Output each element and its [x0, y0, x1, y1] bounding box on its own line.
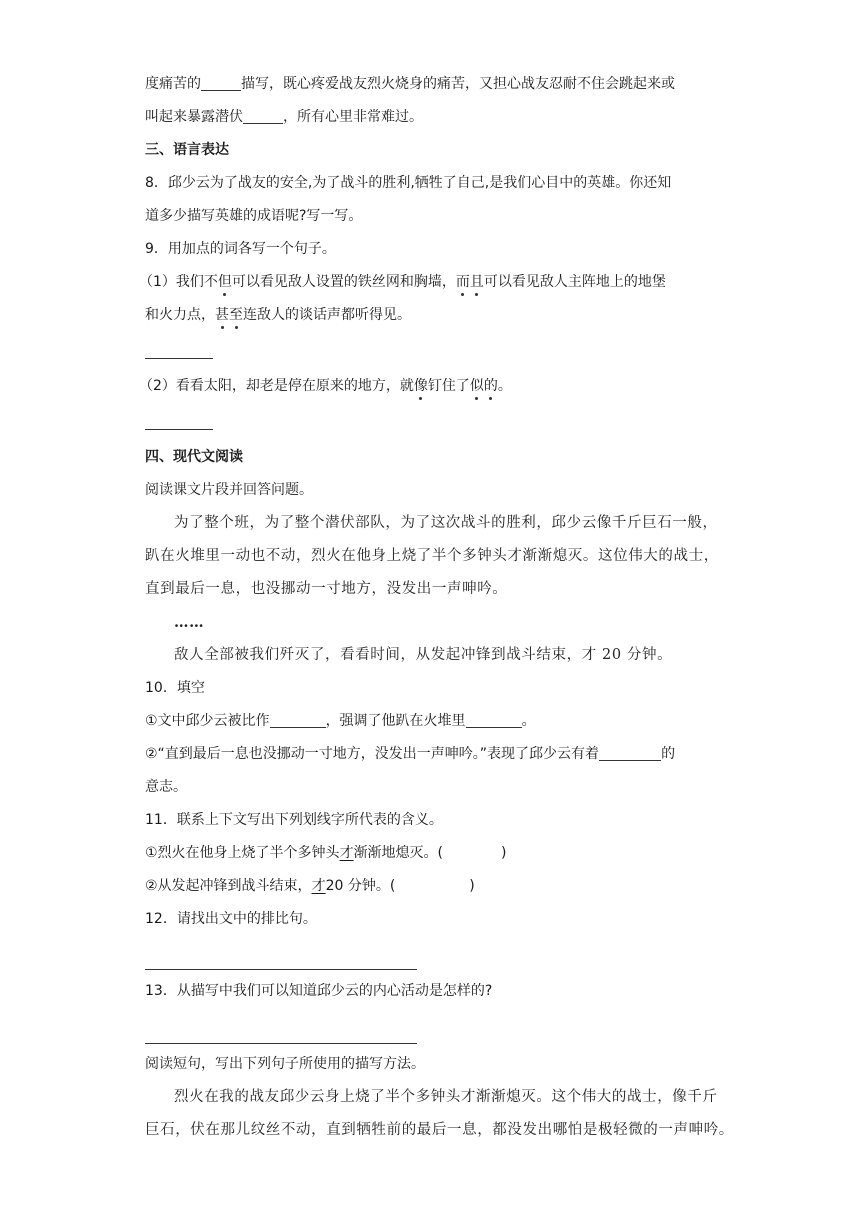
underlined-word: 才 [311, 878, 326, 894]
text: 。 [497, 378, 512, 394]
text: 可以看见敌人设置的铁丝网和胸墙， [231, 274, 456, 290]
dotted-word: 但 [217, 274, 232, 290]
reading-intro-2: 阅读短句，写出下列句子所使用的描写方法。 [145, 1056, 425, 1072]
question-9: 9．用加点的词各写一个句子。 [145, 241, 336, 257]
text: 20 分钟。( [325, 878, 396, 894]
answer-blank[interactable] [201, 74, 241, 91]
passage-line: 烈火在我的战友邱少云身上烧了半个多钟头才渐渐熄灭。这个伟大的战士，像千斤 [174, 1089, 718, 1105]
text: （1）我们不 [139, 274, 218, 290]
answer-blank[interactable] [599, 744, 661, 761]
text: ②从发起冲锋到战斗结束， [145, 878, 312, 894]
passage-line: 巨石，伏在那儿纹丝不动，直到牺牲前的最后一息，都没发出哪怕是极轻微的一声呻吟。 [145, 1122, 734, 1138]
passage-line: 为了整个班，为了整个潜伏部队，为了这次战斗的胜利，邱少云像千斤巨石一般， [174, 515, 718, 531]
section-title: 四、现代文阅读 [145, 449, 243, 465]
answer-line[interactable] [145, 429, 213, 430]
passage-line: 趴在火堆里一动也不动，烈火在他身上烧了半个多钟头才渐渐熄灭。这位伟大的战士， [145, 548, 719, 564]
dotted-word: 甚 [215, 307, 229, 323]
text: 钉住了 [427, 378, 470, 394]
text: ，所有心里非常难过。 [283, 109, 423, 125]
question-12: 12．请找出文中的排比句。 [145, 911, 317, 927]
worksheet-page [139, 68, 734, 1147]
dotted-word: 而 [455, 274, 470, 290]
answer-line[interactable] [145, 1043, 417, 1044]
answer-line[interactable] [145, 358, 213, 359]
text: ，强调了他趴在火堆里 [325, 713, 466, 729]
text: 和火力点， [145, 307, 215, 323]
question-11-1 [145, 837, 725, 870]
text: 。 [521, 713, 536, 729]
answer-blank[interactable] [243, 107, 283, 124]
dotted-word: 像 [413, 378, 428, 394]
text: 描写，既心疼爱战友烈火烧身的痛苦，又担心战友忍耐不住会跳起来或 [241, 76, 675, 92]
section-title: 三、语言表达 [145, 142, 229, 158]
question-10: 10．填空 [145, 680, 205, 696]
text: （2）看看太阳，却老是停在原来的地方，就 [139, 378, 414, 394]
text: 渐渐地熄灭。( [353, 845, 444, 861]
text: 度痛苦的 [145, 76, 201, 92]
text: ①烈火在他身上烧了半个多钟头 [145, 845, 340, 861]
question-9-2 [139, 370, 725, 403]
question-9-1-cont [145, 299, 725, 332]
question-8-cont: 道多少描写英雄的成语呢?写一写。 [145, 208, 363, 224]
question-9-1 [139, 266, 725, 299]
text-line [145, 101, 725, 134]
dotted-word: 至 [229, 307, 243, 323]
answer-blank[interactable] [270, 711, 326, 728]
underlined-word: 才 [339, 845, 354, 861]
question-13: 13．从描写中我们可以知道邱少云的内心活动是怎样的? [145, 983, 493, 999]
text: ②“直到最后一息也没挪动一寸地方，没发出一声呻吟。”表现了邱少云有着 [145, 746, 600, 762]
question-8: 8．邱少云为了战友的安全,为了战斗的胜利,牺牲了自己,是我们心目中的英雄。你还知 [145, 175, 672, 191]
dotted-word: 且 [469, 274, 484, 290]
text-line [145, 68, 725, 101]
answer-blank[interactable] [466, 711, 522, 728]
passage-line: 敌人全部被我们歼灭了，看看时间，从发起冲锋到战斗结束，才 20 分钟。 [174, 647, 673, 663]
question-11: 11．联系上下文写出下列划线字所代表的含义。 [145, 812, 443, 828]
text: 连敌人的谈话声都听得见。 [243, 307, 411, 323]
text: ①文中邱少云被比作 [145, 713, 270, 729]
question-11-2 [145, 870, 725, 903]
text: 叫起来暴露潜伏 [145, 109, 243, 125]
dotted-word: 似 [469, 378, 484, 394]
text: ) [501, 845, 507, 861]
question-10-2 [145, 738, 725, 771]
question-10-2-cont: 意志。 [145, 779, 187, 795]
text: 可以看见敌人主阵地上的地堡 [483, 274, 666, 290]
answer-line[interactable] [145, 969, 417, 970]
passage-ellipsis: …… [174, 614, 205, 631]
reading-intro: 阅读课文片段并回答问题。 [145, 482, 313, 498]
text: 的 [661, 746, 676, 762]
text: ) [469, 878, 475, 894]
passage-line: 直到最后一息，也没挪动一寸地方，没发出一声呻吟。 [145, 581, 508, 597]
question-10-1 [145, 705, 725, 738]
dotted-word: 的 [483, 378, 498, 394]
